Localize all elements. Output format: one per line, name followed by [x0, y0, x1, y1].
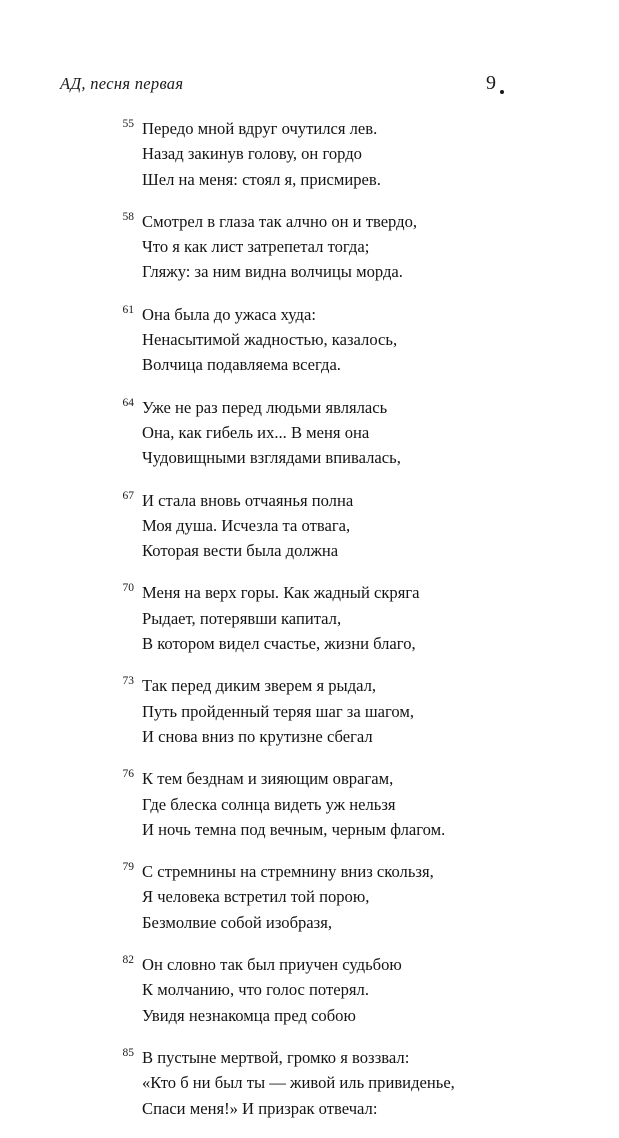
verse-line: Меня на верх горы. Как жадный скряга — [142, 583, 420, 603]
stanza-line-number: 82 — [122, 954, 134, 967]
stanza — [60, 395, 560, 471]
stanza — [60, 580, 560, 656]
verse-line: К тем безднам и зияющим оврагам, — [142, 769, 394, 789]
stanza-lines — [142, 302, 560, 378]
verse-line: В котором видел счастье, жизни благо, — [142, 634, 416, 654]
stanza-line-number: 55 — [122, 118, 134, 130]
stanza — [60, 116, 560, 192]
verse-line: В пустыне мертвой, громко я воззвал: — [142, 1047, 410, 1067]
verse-line: С стремнины на стремнину вниз скользя, — [142, 862, 434, 882]
verse-line: И ночь темна под вечным, черным флагом. — [142, 819, 446, 839]
stanza-line-number: 61 — [122, 303, 134, 316]
verse-line: Уже не раз перед людьми являлась — [142, 397, 388, 417]
stanza-line-number: 67 — [122, 489, 134, 502]
verse-line: Увидя незнакомца пред собою — [142, 1005, 356, 1025]
verse-line: Смотрел в глаза так алчно он и твердо, — [142, 211, 418, 231]
verse-line: Передо мной вдруг очутился лев. — [142, 119, 378, 138]
stanza-line-number: 58 — [122, 210, 134, 223]
verse-line: Она была до ужаса худа: — [142, 304, 316, 324]
verse-line: К молчанию, что голос потерял. — [142, 980, 369, 1000]
verse-line: Ненасытимой жадностью, казалось, — [142, 330, 398, 350]
verse-line: Волчица подавляема всегда. — [142, 355, 341, 375]
stanza-lines — [142, 580, 560, 656]
verse-line: Я человека встретил той порою, — [142, 887, 370, 907]
verse-line: Шел на меня: стоял я, присмирев. — [142, 169, 381, 189]
stanza-line-number: 73 — [122, 675, 134, 688]
verse-line: Так перед диким зверем я рыдал, — [142, 676, 377, 696]
stanza-line-number: 64 — [122, 396, 134, 409]
stanza — [60, 859, 560, 935]
verse-line: Что я как лист затрепетал тогда; — [142, 237, 370, 257]
stanza-line-number: 70 — [122, 582, 134, 595]
stanza-lines — [142, 488, 560, 564]
stanza-lines — [142, 859, 560, 935]
page-header — [60, 72, 500, 95]
stanza-lines — [142, 116, 560, 192]
stanza-line-number: 85 — [122, 1046, 134, 1059]
verse-line: «Кто б ни был ты — живой иль привиденье, — [142, 1073, 455, 1093]
stanza — [60, 952, 560, 1028]
verse-line: Безмолвие собой изобразя, — [142, 912, 333, 932]
verse-line: Спаси меня!» И призрак отвечал: — [142, 1098, 378, 1118]
stanza-line-number: 76 — [122, 768, 134, 781]
stanza — [60, 766, 560, 842]
stanza — [60, 488, 560, 564]
running-title: АД, песня первая — [60, 74, 184, 93]
stanza-lines — [142, 1045, 560, 1121]
stanza-lines — [142, 395, 560, 471]
stanza-lines — [142, 673, 560, 749]
stanza — [60, 1045, 560, 1121]
verse-line: Она, как гибель их... В меня она — [142, 422, 370, 442]
verse-line: Гляжу: за ним видна волчицы морда. — [142, 262, 403, 282]
verse-line: И стала вновь отчаянья полна — [142, 490, 354, 510]
verse-line: Он словно так был приучен судьбою — [142, 955, 402, 975]
poem-body — [60, 116, 560, 1138]
stanza-lines — [142, 209, 560, 285]
verse-line: Чудовищными взглядами впивалась, — [142, 448, 401, 468]
verse-line: Рыдает, потерявши капитал, — [142, 608, 342, 628]
verse-line: Путь пройденный теряя шаг за шагом, — [142, 701, 415, 721]
page-number: 9 — [486, 72, 500, 95]
stanza-line-number: 79 — [122, 861, 134, 874]
stanza-lines — [142, 952, 560, 1028]
stanza — [60, 209, 560, 285]
verse-line: Которая вести была должна — [142, 541, 339, 561]
verse-line: Моя душа. Исчезла та отвага, — [142, 515, 351, 535]
verse-line: Где блеска солнца видеть уж нельзя — [142, 794, 396, 814]
stanza — [60, 302, 560, 378]
stanza — [60, 673, 560, 749]
verse-line: И снова вниз по крутизне сбегал — [142, 726, 373, 746]
stanza-lines — [142, 766, 560, 842]
verse-line: Назад закинув голову, он гордо — [142, 144, 362, 164]
